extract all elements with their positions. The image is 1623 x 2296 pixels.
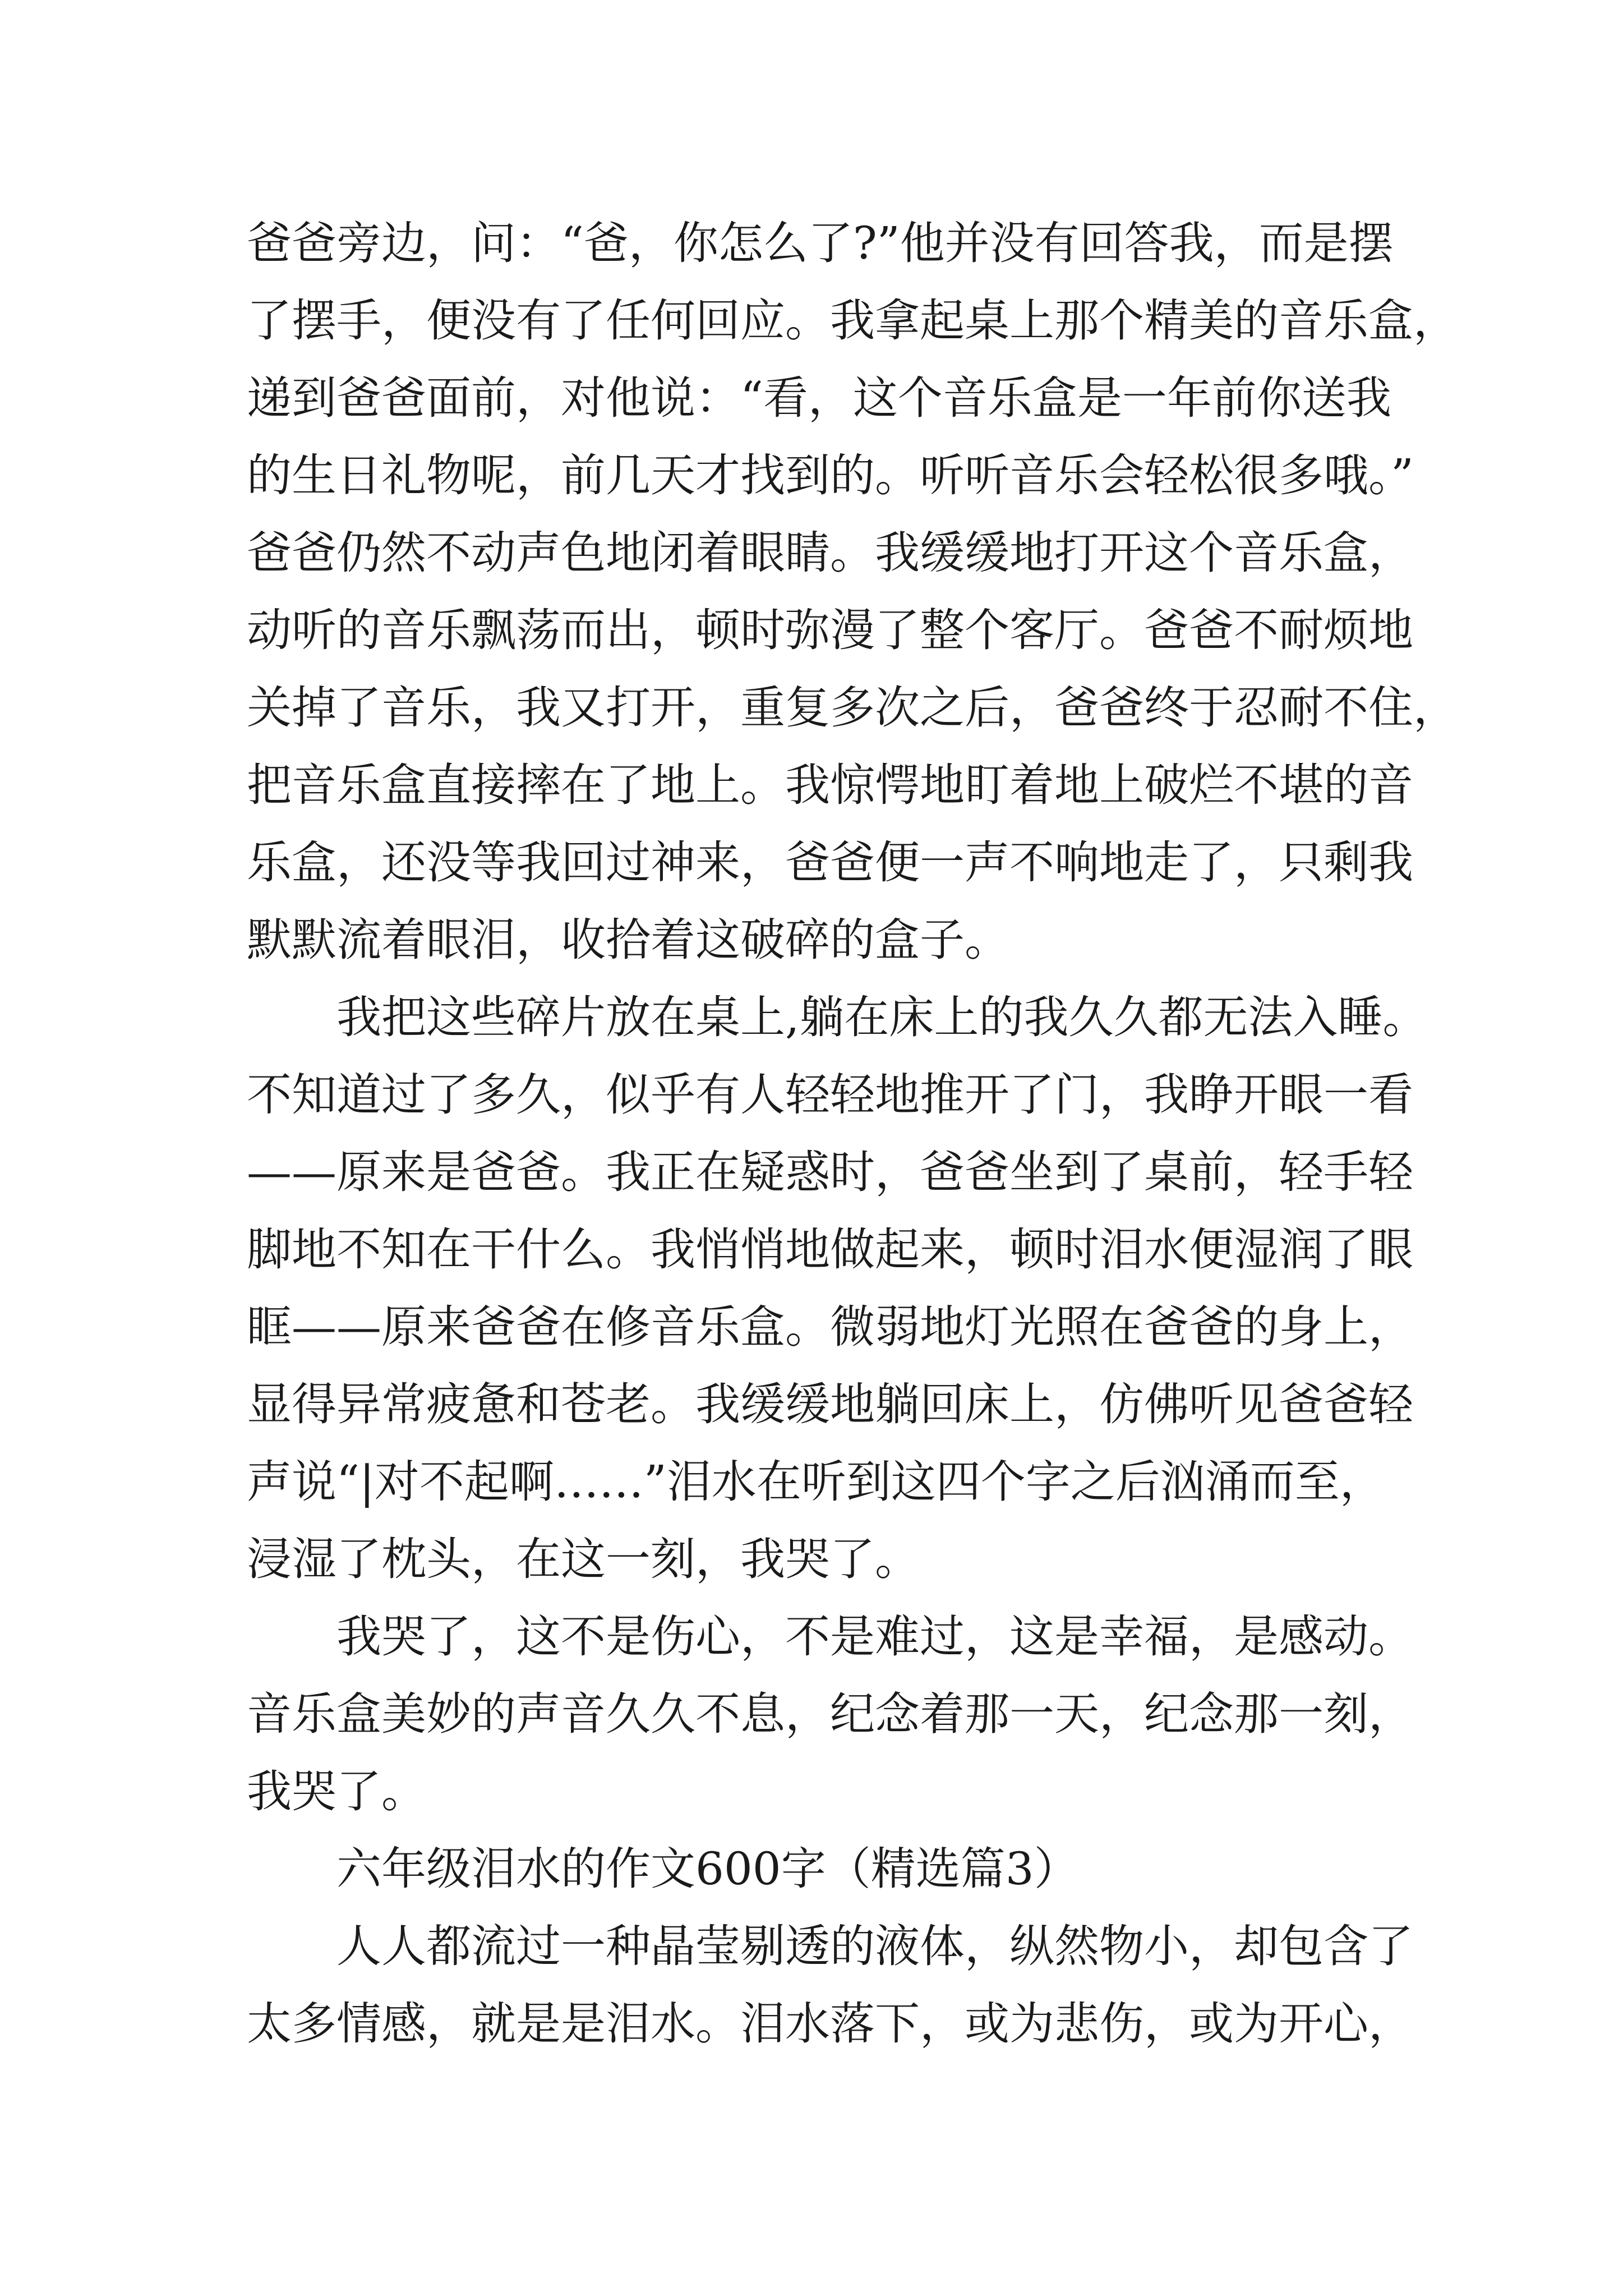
text-line: 音乐盒美妙的声音久久不息，纪念着那一天，纪念那一刻， xyxy=(247,1688,1413,1740)
text-line: 爸爸仍然不动声色地闭着眼睛。我缓缓地打开这个音乐盒， xyxy=(247,527,1413,579)
text-line: 默默流着眼泪，收拾着这破碎的盒子。 xyxy=(247,914,1009,966)
text-line: 了摆手，便没有了任何回应。我拿起桌上那个精美的音乐盒， xyxy=(247,295,1458,347)
text-line: 声说“|对不起啊……”泪水在听到这四个字之后汹涌而至， xyxy=(247,1456,1385,1508)
text-line: 把音乐盒直接摔在了地上。我惊愕地盯着地上破烂不堪的音 xyxy=(247,759,1413,811)
document-body xyxy=(247,205,1458,2063)
text-line: 脚地不知在干什么。我悄悄地做起来，顿时泪水便湿润了眼 xyxy=(247,1223,1413,1276)
paragraph-first-line: 人人都流过一种晶莹剔透的液体，纵然物小，却包含了 xyxy=(336,1920,1413,1972)
text-line: 的生日礼物呢，前几天才找到的。听听音乐会轻松很多哦。” xyxy=(247,449,1414,501)
text-line: 太多情感，就是是泪水。泪水落下，或为悲伤，或为开心， xyxy=(247,1998,1413,2050)
text-line: 我哭了。 xyxy=(247,1765,426,1818)
text-line: 乐盒，还没等我回过神来，爸爸便一声不响地走了，只剩我 xyxy=(247,836,1413,889)
text-line: 关掉了音乐，我又打开，重复多次之后，爸爸终于忍耐不住， xyxy=(247,682,1458,734)
text-line: 显得异常疲惫和苍老。我缓缓地躺回床上，仿佛听见爸爸轻 xyxy=(247,1378,1413,1430)
text-line: 不知道过了多久，似乎有人轻轻地推开了门，我睁开眼一看 xyxy=(247,1069,1413,1121)
paragraph-first-line: 我把这些碎片放在桌上,躺在床上的我久久都无法入睡。 xyxy=(336,991,1428,1043)
text-line: 动听的音乐飘荡而出，顿时弥漫了整个客厅。爸爸不耐烦地 xyxy=(247,604,1413,656)
text-line: ——原来是爸爸。我正在疑惑时，爸爸坐到了桌前，轻手轻 xyxy=(247,1146,1413,1198)
text-line: 眶——原来爸爸在修音乐盒。微弱地灯光照在爸爸的身上， xyxy=(247,1301,1413,1353)
text-line: 爸爸旁边，问：“爸，你怎么了?”他并没有回答我，而是摆 xyxy=(247,217,1394,269)
paragraph-first-line: 我哭了，这不是伤心，不是难过，这是幸福，是感动。 xyxy=(336,1611,1413,1663)
text-line: 递到爸爸面前，对他说：“看，这个音乐盒是一年前你送我 xyxy=(247,372,1391,424)
text-line: 浸湿了枕头，在这一刻，我哭了。 xyxy=(247,1533,920,1585)
section-heading: 六年级泪水的作文600字（精选篇3） xyxy=(336,1843,1079,1895)
